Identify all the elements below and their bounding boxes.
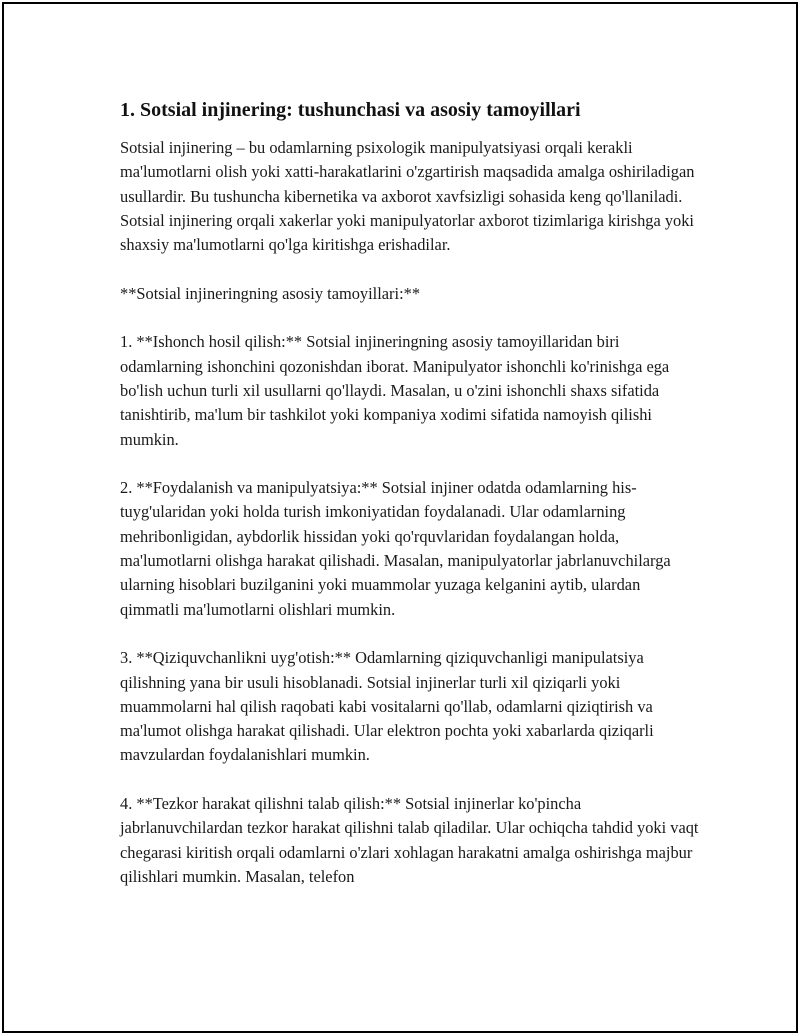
section-heading: 1. Sotsial injinering: tushunchasi va asosiy tamoyillari — [120, 99, 581, 121]
principle-2-paragraph: 2. **Foydalanish va manipulyatsiya:** Sotsial injiner odatda odamlarning his-tuyg'ularidan yoki holda turish imkoniyatidan foydalanadi. Ular odamlarning mehribonligidan, aybdorlik hissidan yoki qo'rquvlaridan foydalangan holda, ma'lumotlarni olishga harakat qilishadi. Masalan, manipulyatorlar jabrlanuvchilarga ularning hisoblari buzilganini yoki muammolar yuzaga kelganini aytib, ulardan qimmatli ma'lumotlarni olishlari mumkin. — [120, 478, 671, 619]
paragraph-gap — [120, 306, 700, 330]
principle-1-paragraph: 1. **Ishonch hosil qilish:** Sotsial injineringning asosiy tamoyillaridan biri odamlarning ishonchini qozonishdan iborat. Manipulyator ishonchli ko'rinishga ega bo'lish uchun turli xil usullarni qo'llaydi. Masalan, u o'zini ishonchli shaxs sifatida tanishtirib, ma'lum bir tashkilot yoki kompaniya xodimi sifatida namoyish qilishi mumkin. — [120, 332, 670, 449]
paragraph-gap — [120, 257, 700, 281]
principles-subheading: **Sotsial injineringning asosiy tamoyillari:** — [120, 283, 421, 303]
paragraph-gap — [120, 768, 700, 792]
document-body — [120, 96, 700, 889]
principle-3-paragraph: 3. **Qiziquvchanlikni uyg'otish:** Odamlarning qiziquvchanligi manipulatsiya qilishning yana bir usuli hisoblanadi. Sotsial injinerlar turli xil qiziqarli yoki muammolarni hal qilish raqobati kabi vositalarni qo'llab, odamlarni qiziqtirish va ma'lumot olishga harakat qilishadi. Ular elektron pochta yoki xabarlarda qiziqarli mavzulardan foydalanishlari mumkin. — [120, 648, 654, 765]
paragraph-gap — [120, 452, 700, 476]
document-page — [2, 2, 798, 1033]
paragraph-gap — [120, 622, 700, 646]
intro-paragraph: Sotsial injinering – bu odamlarning psixologik manipulyatsiyasi orqali kerakli ma'lumotlarni olish yoki xatti-harakatlarini o'zgartirish maqsadida amalga oshiriladigan usullardir. Bu tushuncha kibernetika va axborot xavfsizligi sohasida keng qo'llaniladi. Sotsial injinering orqali xakerlar yoki manipulyatorlar axborot tizimlariga kirishga yoki shaxsiy ma'lumotlarni qo'lga kiritishga erishadilar. — [120, 138, 695, 255]
principle-4-paragraph: 4. **Tezkor harakat qilishni talab qilish:** Sotsial injinerlar ko'pincha jabrlanuvchilardan tezkor harakat qilishni talab qiladilar. Ular ochiqcha tahdid yoki vaqt chegarasi kiritish orqali odamlarni o'zlari xohlagan harakatni amalga oshirishga majbur qilishlari mumkin. Masalan, telefon — [120, 794, 699, 886]
